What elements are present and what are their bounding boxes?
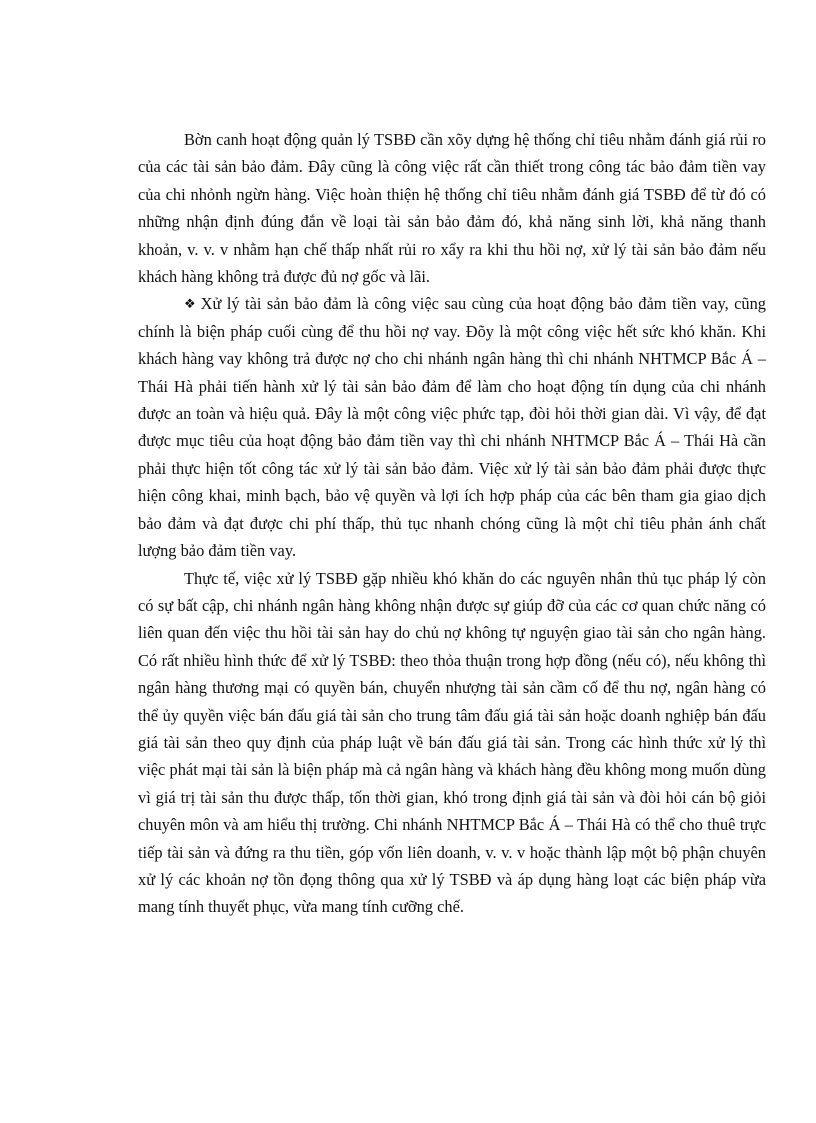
paragraph-collateral-handling bbox=[138, 290, 766, 564]
paragraph-practical-difficulties bbox=[138, 565, 766, 921]
paragraph-assessment-criteria bbox=[138, 126, 766, 290]
paragraph-text: Bờn canh hoạt động quản lý TSBĐ cần xõy dựng hệ thống chỉ tiêu nhằm đánh giá rủi ro của các tài sản bảo đảm. Đây cũng là công việc rất cần thiết trong công tác bảo đảm tiền vay của chi nhỏnh ngừn hàng. Việc hoàn thiện hệ thống chỉ tiêu nhằm đánh giá TSBĐ để từ đó có những nhận định đúng đắn về loại tài sản bảo đảm đó, khả năng sinh lời, khả năng thanh khoản, v. v. v nhằm hạn chế thấp nhất rủi ro xẩy ra khi thu hồi nợ, xử lý tài sản bảo đảm nếu khách hàng không trả được đủ nợ gốc và lãi. bbox=[138, 130, 766, 287]
body-text bbox=[138, 126, 766, 921]
diamond-bullet-icon: ❖ bbox=[184, 296, 196, 312]
paragraph-text: Xử lý tài sản bảo đảm là công việc sau cùng của hoạt động bảo đảm tiền vay, cũng chính là biện pháp cuối cùng để thu hồi nợ vay. Đõy là một công việc hết sức khó khăn. Khi khách hàng vay không trả được nợ cho chi nhánh ngân hàng thì chi nhánh NHTMCP Bắc Á – Thái Hà phải tiến hành xử lý tài sản bảo đảm để làm cho hoạt động tín dụng của chi nhánh được an toàn và hiệu quả. Đây là một công việc phức tạp, đòi hỏi thời gian dài. Vì vậy, để đạt được mục tiêu của hoạt động bảo đảm tiền vay thì chi nhánh NHTMCP Bắc Á – Thái Hà cần phải thực hiện tốt công tác xử lý tài sản bảo đảm. Việc xử lý tài sản bảo đảm phải được thực hiện công khai, minh bạch, bảo vệ quyền và lợi ích hợp pháp của các bên tham gia giao dịch bảo đảm và đạt được chi phí thấp, thủ tục nhanh chóng cũng là một chỉ tiêu phản ánh chất lượng bảo đảm tiền vay. bbox=[138, 294, 766, 561]
paragraph-text: Thực tế, việc xử lý TSBĐ gặp nhiều khó khăn do các nguyên nhân thủ tục pháp lý còn có sự bất cập, chi nhánh ngân hàng không nhận được sự giúp đỡ của các cơ quan chức năng có liên quan đến việc thu hồi tài sản hay do chủ nợ không tự nguyện giao tài sản cho ngân hàng. Có rất nhiều hình thức để xử lý TSBĐ: theo thỏa thuận trong hợp đồng (nếu có), nếu không thì ngân hàng thương mại có quyền bán, chuyển nhượng tài sản cầm cố để thu nợ, ngân hàng có thể ủy quyền việc bán đấu giá tài sản cho trung tâm đấu giá tài sản hoặc doanh nghiệp bán đấu giá tài sản theo quy định của pháp luật về bán đấu giá tài sản. Trong các hình thức xử lý thì việc phát mại tài sản là biện pháp mà cả ngân hàng và khách hàng đều không mong muốn dùng vì giá trị tài sản thu được thấp, tốn thời gian, khó trong định giá tài sản và đòi hỏi cán bộ giỏi chuyên môn và am hiểu thị trường. Chi nhánh NHTMCP Bắc Á – Thái Hà có thể cho thuê trực tiếp tài sản và đứng ra thu tiền, góp vốn liên doanh, v. v. v hoặc thành lập một bộ phận chuyên xử lý các khoản nợ tồn đọng thông qua xử lý TSBĐ và áp dụng hàng loạt các biện pháp vừa mang tính thuyết phục, vừa mang tính cưỡng chế. bbox=[138, 568, 766, 917]
